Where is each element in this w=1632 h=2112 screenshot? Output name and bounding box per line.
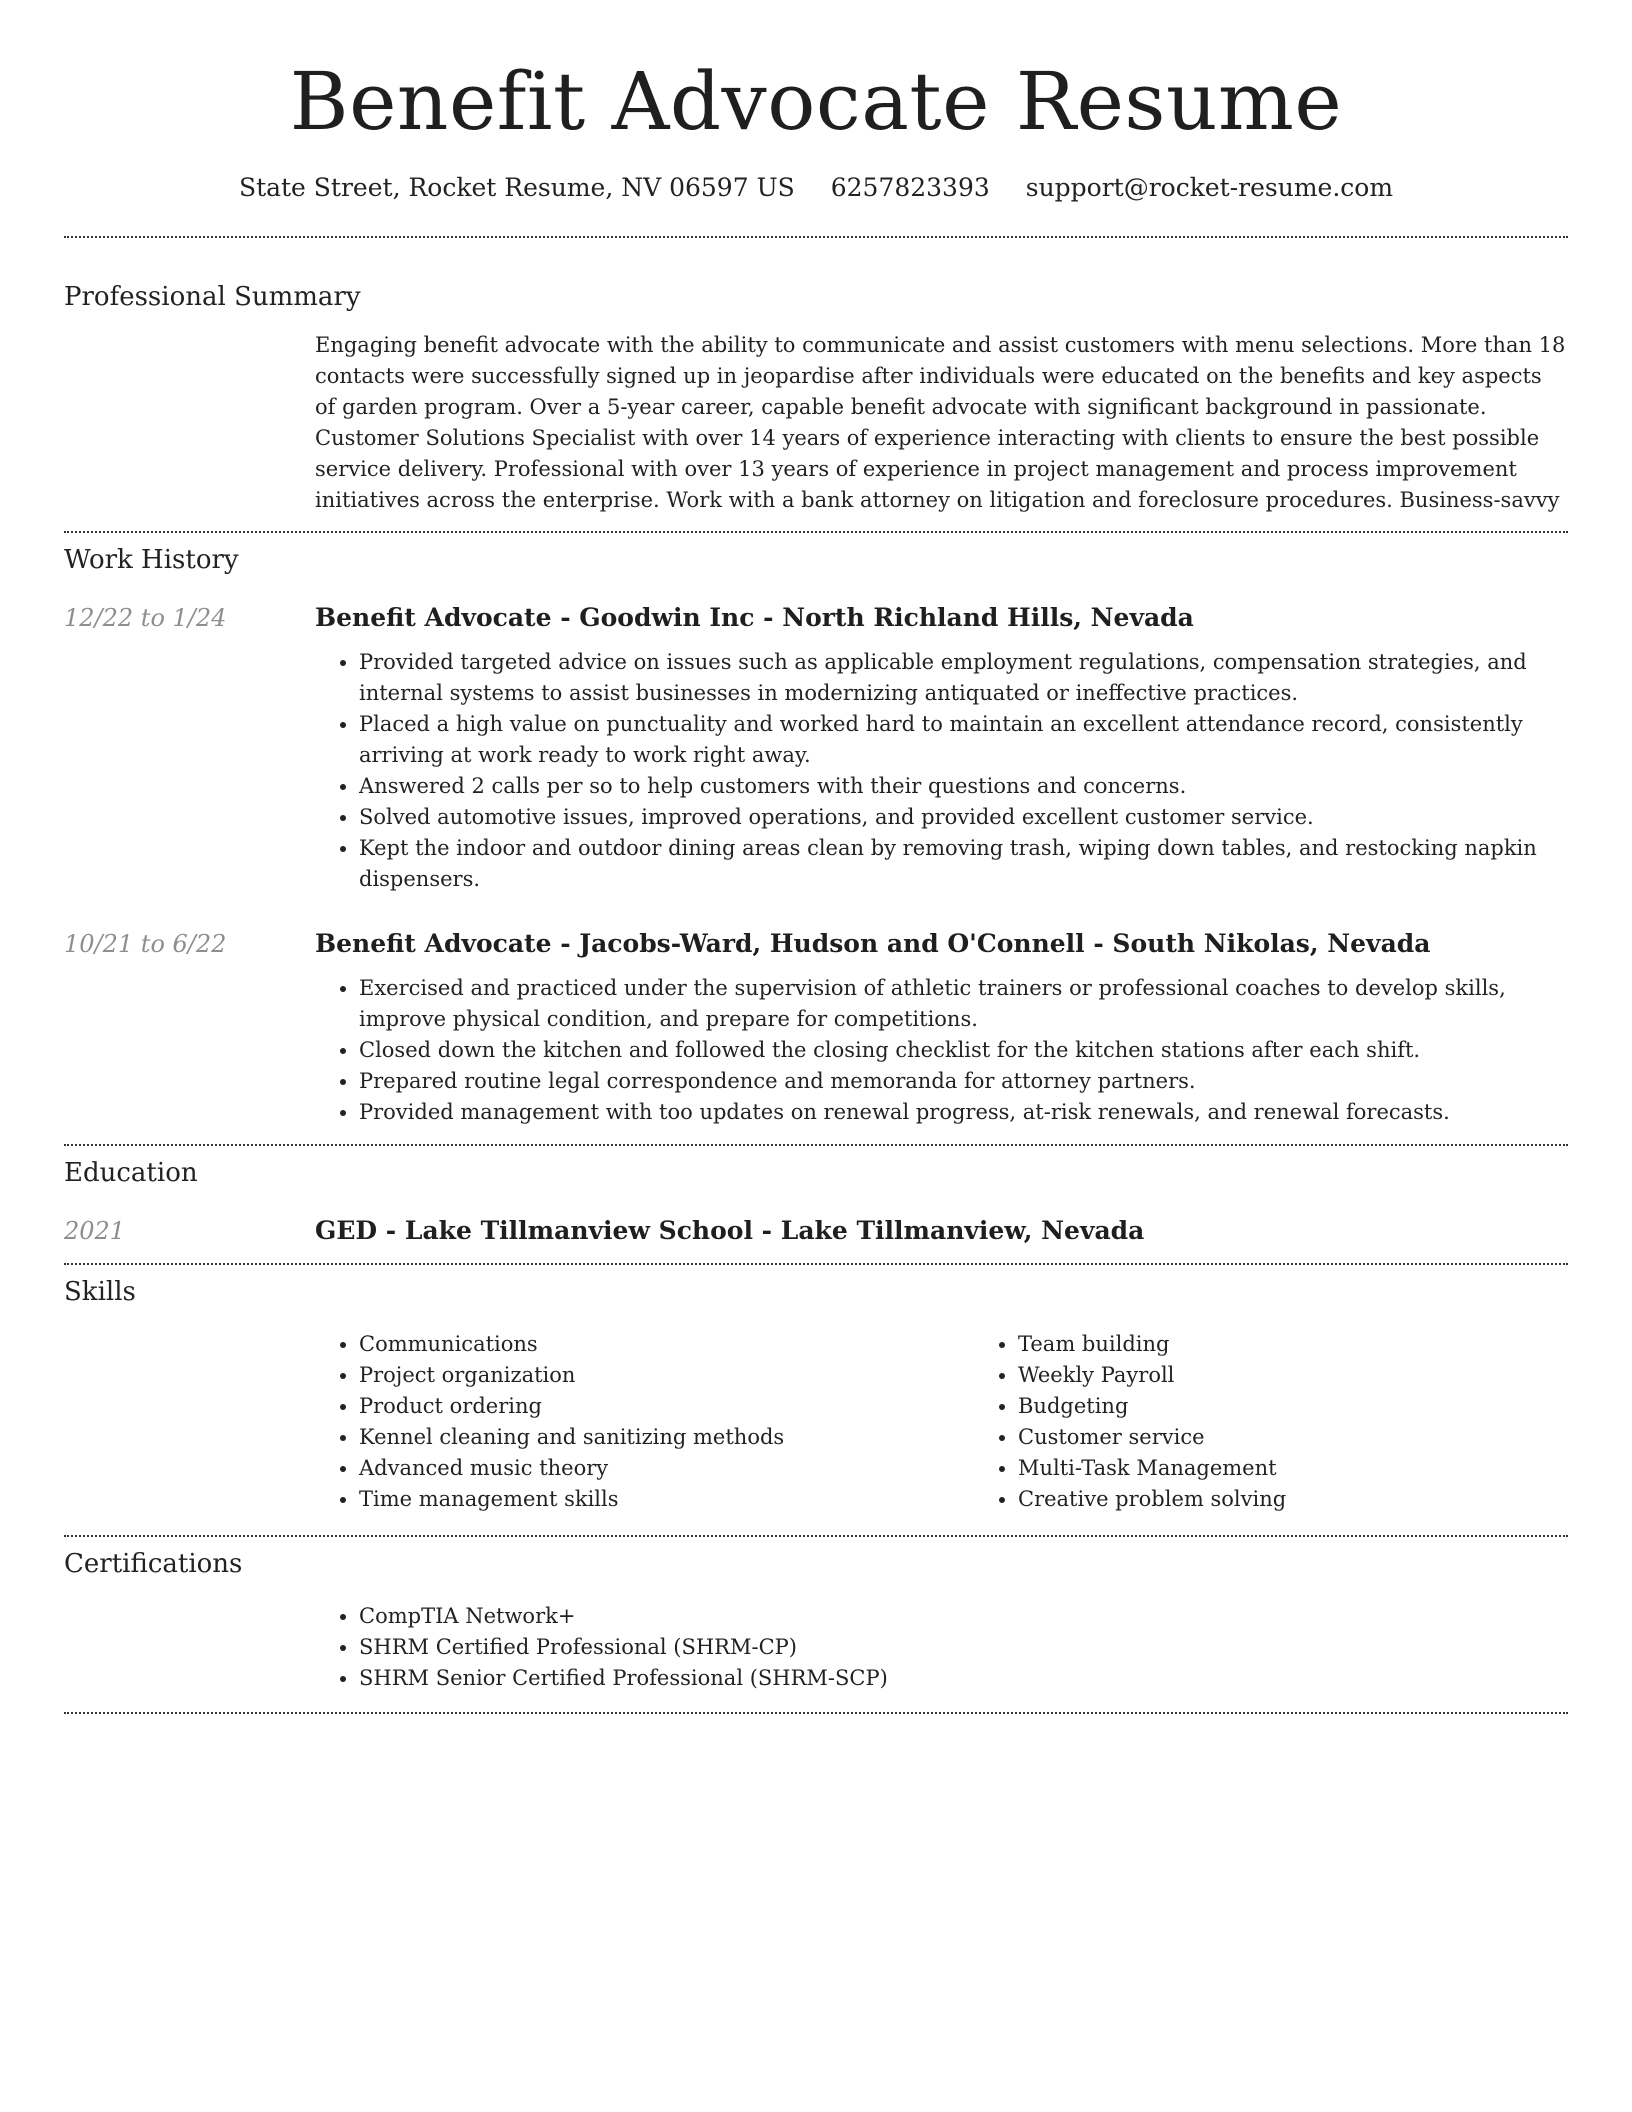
section-heading-work-history: Work History	[64, 545, 239, 575]
contact-address: State Street, Rocket Resume, NV 06597 US	[238, 173, 795, 202]
list-item: • Prepared routine legal correspondence and memoranda for attorney partners.	[359, 1066, 1568, 1097]
skills-section	[64, 1275, 1568, 1515]
contact-email: support@rocket-resume.com	[1025, 173, 1394, 202]
list-item: • Provided targeted advice on issues such as applicable employment regulations, compensation strategies, and internal systems to assist businesses in modernizing antiquated or ineffective practices.	[359, 647, 1568, 709]
section-divider	[64, 1263, 1568, 1265]
list-item: • Weekly Payroll	[1018, 1360, 1632, 1391]
certifications-list	[315, 1601, 1568, 1694]
list-item: • Budgeting	[1018, 1391, 1632, 1422]
list-item: • SHRM Senior Certified Professional (SHRM-SCP)	[359, 1663, 1568, 1694]
section-divider	[64, 1535, 1568, 1537]
list-item: • Exercised and practiced under the supervision of athletic trainers or professional coaches to develop skills, improve physical condition, and prepare for competitions.	[359, 973, 1568, 1035]
section-heading-education: Education	[64, 1158, 198, 1188]
summary-text: Engaging benefit advocate with the ability to communicate and assist customers with menu selections. More than 18 contacts were successfully signed up in jeopardise after individuals were educated on the benefits and key aspects of garden program. Over a 5-year career, capable benefit advocate with significant background in passionate. Customer Solutions Specialist with over 14 years of experience interacting with clients to ensure the best possible service delivery. Professional with over 13 years of experience in project management and process improvement initiatives across the enterprise. Work with a bank attorney on litigation and foreclosure procedures. Business-savvy	[315, 333, 1566, 512]
list-item: • Advanced music theory	[359, 1453, 974, 1484]
list-item: • Closed down the kitchen and followed the closing checklist for the kitchen stations after each shift.	[359, 1035, 1568, 1066]
section-divider	[64, 1144, 1568, 1146]
section-divider	[64, 1712, 1568, 1714]
list-item: • Kept the indoor and outdoor dining areas clean by removing trash, wiping down tables, and restocking napkin dispensers.	[359, 833, 1568, 895]
contact-line	[64, 170, 1568, 206]
job-title: Benefit Advocate - Goodwin Inc - North Richland Hills, Nevada	[315, 603, 1194, 632]
list-item: • CompTIA Network+	[359, 1601, 1568, 1632]
section-heading-certifications: Certifications	[64, 1549, 243, 1579]
resume-title: Benefit Advocate Resume	[289, 55, 1343, 148]
education-title: GED - Lake Tillmanview School - Lake Tillmanview, Nevada	[315, 1216, 1145, 1245]
job-bullets	[315, 973, 1568, 1128]
list-item: • Placed a high value on punctuality and worked hard to maintain an excellent attendance record, consistently arriving at work ready to work right away.	[359, 709, 1568, 771]
list-item: • Customer service	[1018, 1422, 1632, 1453]
contact-phone: 6257823393	[830, 173, 990, 202]
education-entry	[64, 1214, 1568, 1248]
job-entry	[64, 927, 1568, 1128]
list-item: • Provided management with too updates on renewal progress, at-risk renewals, and renewal forecasts.	[359, 1097, 1568, 1128]
list-item: • Communications	[359, 1329, 974, 1360]
skills-list-left	[315, 1329, 974, 1515]
summary-section	[64, 280, 1568, 516]
education-section	[64, 1156, 1568, 1248]
list-item: • Team building	[1018, 1329, 1632, 1360]
education-year: 2021	[64, 1217, 126, 1245]
resume-page	[64, 0, 1568, 1714]
list-item: • Creative problem solving	[1018, 1484, 1632, 1515]
section-divider	[64, 531, 1568, 533]
list-item: • Multi-Task Management	[1018, 1453, 1632, 1484]
section-heading-summary: Professional Summary	[64, 282, 361, 312]
list-item: • Answered 2 calls per so to help customers with their questions and concerns.	[359, 771, 1568, 802]
skills-list-right	[974, 1329, 1632, 1515]
work-history-section	[64, 543, 1568, 1128]
list-item: • Kennel cleaning and sanitizing methods	[359, 1422, 974, 1453]
list-item: • Solved automotive issues, improved operations, and provided excellent customer service.	[359, 802, 1568, 833]
job-dates: 10/21 to 6/22	[64, 930, 227, 958]
job-title: Benefit Advocate - Jacobs-Ward, Hudson and O'Connell - South Nikolas, Nevada	[315, 929, 1431, 958]
section-heading-skills: Skills	[64, 1277, 136, 1307]
list-item: • Product ordering	[359, 1391, 974, 1422]
list-item: • Time management skills	[359, 1484, 974, 1515]
list-item: • SHRM Certified Professional (SHRM-CP)	[359, 1632, 1568, 1663]
job-bullets	[315, 647, 1568, 895]
certifications-section	[64, 1547, 1568, 1694]
list-item: • Project organization	[359, 1360, 974, 1391]
job-entry	[64, 601, 1568, 895]
section-divider	[64, 236, 1568, 238]
job-dates: 12/22 to 1/24	[64, 604, 227, 632]
